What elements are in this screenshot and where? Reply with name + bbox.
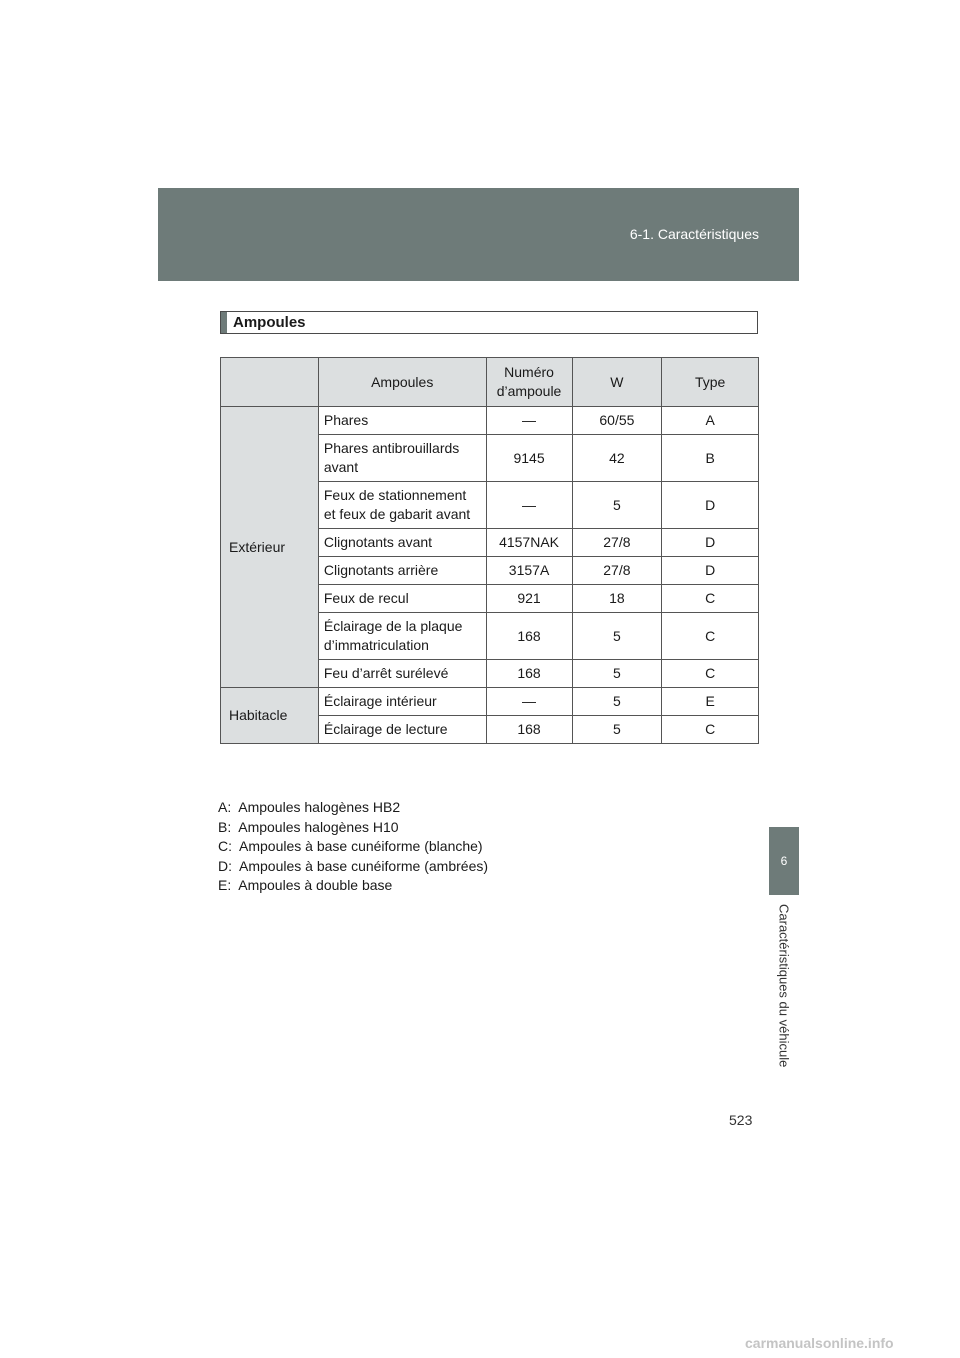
title-accent-bar bbox=[221, 312, 227, 333]
chapter-label: Caractéristiques du véhicule bbox=[776, 904, 792, 1068]
note-item: A: Ampoules halogènes HB2 bbox=[218, 799, 401, 815]
legend-notes bbox=[218, 798, 488, 896]
group-cell: Habitacle bbox=[221, 688, 319, 744]
bulb-type: C bbox=[662, 716, 759, 744]
bulb-type: C bbox=[662, 613, 759, 660]
bulb-name: Éclairage de la plaque d’immatriculation bbox=[318, 613, 486, 660]
bulb-number: 4157NAK bbox=[486, 529, 572, 557]
bulb-name: Éclairage intérieur bbox=[318, 688, 486, 716]
bulb-type: B bbox=[662, 435, 759, 482]
header-cell: Ampoules bbox=[318, 358, 486, 407]
bulb-name: Clignotants avant bbox=[318, 529, 486, 557]
note-item: B: Ampoules halogènes H10 bbox=[218, 818, 399, 835]
header-band bbox=[158, 188, 799, 281]
note-item: E: Ampoules à double base bbox=[218, 877, 393, 893]
bulb-number: — bbox=[486, 688, 572, 716]
chapter-number: 6 bbox=[780, 854, 788, 868]
bulb-name: Phares bbox=[318, 407, 486, 435]
chapter-tab bbox=[769, 827, 799, 895]
bulb-watt: 42 bbox=[572, 435, 662, 482]
bulb-watt: 27/8 bbox=[572, 529, 662, 557]
bulb-watt: 18 bbox=[572, 585, 662, 613]
bulb-name: Feux de stationnement et feux de gabarit avant bbox=[318, 482, 486, 529]
section-title bbox=[220, 311, 758, 334]
watermark: carmanualsonline.info bbox=[745, 1335, 894, 1351]
bulb-watt: 5 bbox=[572, 482, 662, 529]
bulb-number: — bbox=[486, 482, 572, 529]
bulb-name: Feux de recul bbox=[318, 585, 486, 613]
table-row bbox=[221, 407, 759, 435]
bulb-type: C bbox=[662, 660, 759, 688]
bulb-type: E bbox=[662, 688, 759, 716]
bulb-table bbox=[220, 357, 759, 744]
bulb-type: D bbox=[662, 557, 759, 585]
bulb-number: 9145 bbox=[486, 435, 572, 482]
bulb-watt: 5 bbox=[572, 613, 662, 660]
table-header-row bbox=[221, 358, 759, 407]
bulb-name: Feu d’arrêt surélevé bbox=[318, 660, 486, 688]
section-breadcrumb: 6-1. Caractéristiques bbox=[629, 226, 759, 242]
bulb-type: D bbox=[662, 529, 759, 557]
group-cell: Extérieur bbox=[221, 407, 319, 688]
bulb-type: C bbox=[662, 585, 759, 613]
section-title-text: Ampoules bbox=[233, 314, 306, 331]
bulb-watt: 60/55 bbox=[572, 407, 662, 435]
bulb-watt: 5 bbox=[572, 716, 662, 744]
note-item: D: Ampoules à base cunéiforme (ambrées) bbox=[218, 857, 489, 874]
bulb-type: A bbox=[662, 407, 759, 435]
bulb-type: D bbox=[662, 482, 759, 529]
header-cell bbox=[221, 358, 319, 407]
note-item: C: Ampoules à base cunéiforme (blanche) bbox=[218, 838, 483, 854]
bulb-number: 921 bbox=[486, 585, 572, 613]
header-cell: W bbox=[572, 358, 662, 407]
bulb-name: Éclairage de lecture bbox=[318, 716, 486, 744]
bulb-name: Clignotants arrière bbox=[318, 557, 486, 585]
bulb-number: 168 bbox=[486, 660, 572, 688]
bulb-number: 3157A bbox=[486, 557, 572, 585]
bulb-watt: 5 bbox=[572, 688, 662, 716]
header-cell: Numéro d’ampoule bbox=[486, 358, 572, 407]
table-row bbox=[221, 688, 759, 716]
header-cell: Type bbox=[662, 358, 759, 407]
bulb-number: 168 bbox=[486, 716, 572, 744]
bulb-number: 168 bbox=[486, 613, 572, 660]
bulb-number: — bbox=[486, 407, 572, 435]
bulb-name: Phares antibrouillards avant bbox=[318, 435, 486, 482]
bulb-watt: 27/8 bbox=[572, 557, 662, 585]
bulb-watt: 5 bbox=[572, 660, 662, 688]
page-number: 523 bbox=[729, 1112, 753, 1128]
